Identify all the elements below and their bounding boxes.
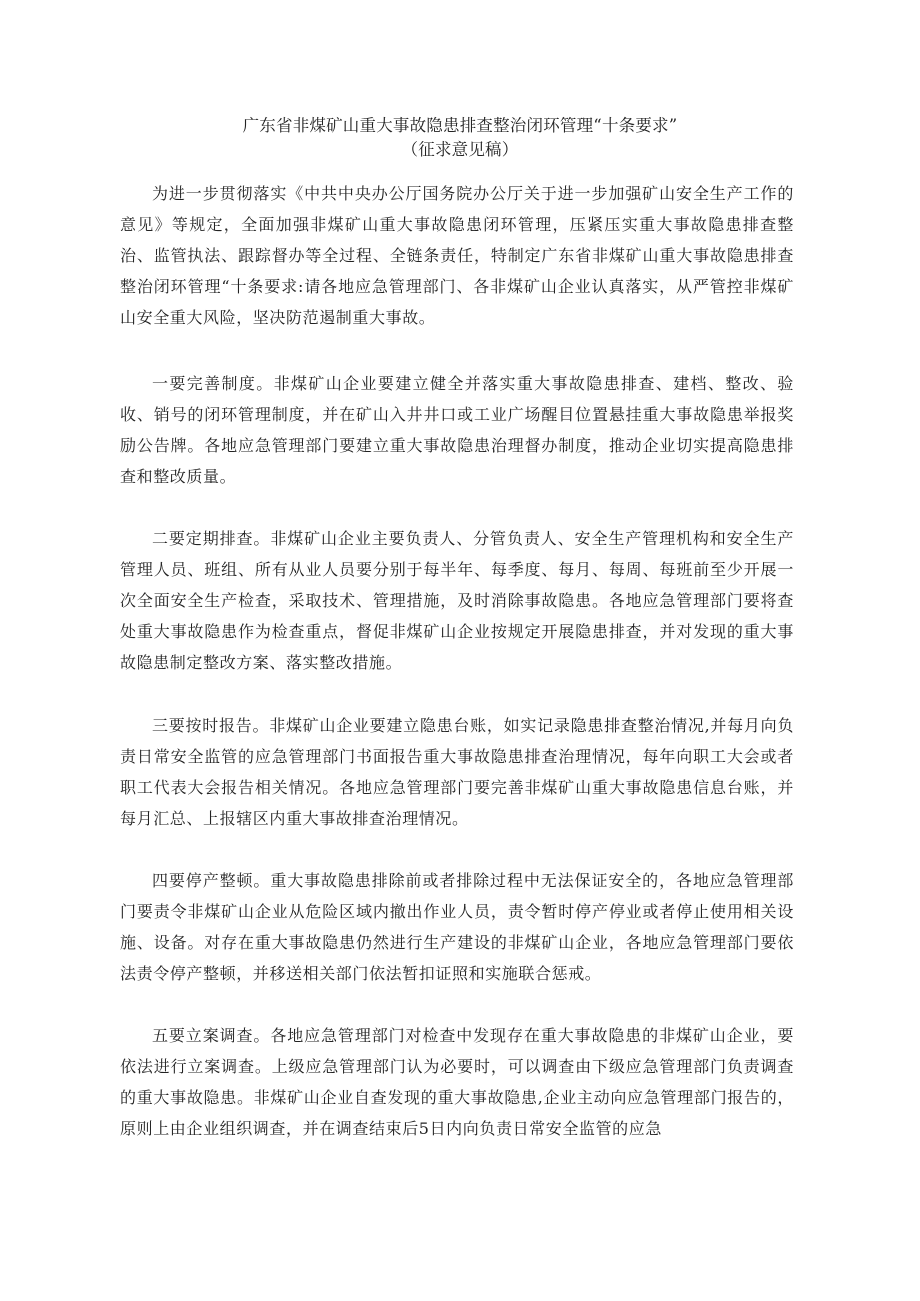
document-subtitle: （征求意见稿） xyxy=(401,140,519,159)
requirement-4-paragraph: 四要停产整顿。重大事故隐患排除前或者排除过程中无法保证安全的，各地应急管理部门要责令非煤矿山企业从危险区域内撤出作业人员，责令暂时停产停业或者停止使用相关设施、设备。对存在重大事故隐患仍然进行生产建设的非煤矿山企业，各地应急管理部门要依法责令停产整顿，并移送相关部门依法暂扣证照和实施联合惩戒。 xyxy=(120,871,794,983)
intro-paragraph: 为进一步贯彻落实《中共中央办公厅国务院办公厅关于进一步加强矿山安全生产工作的意见》等规定，全面加强非煤矿山重大事故隐患闭环管理，压紧压实重大事故隐患排查整治、监管执法、跟踪督办等全过程、全链条责任，特制定广东省非煤矿山重大事故隐患排查整治闭环管理“十条要求:请各地应急管理部门、各非煤矿山企业认真落实，从严管控非煤矿山安全重大风险，坚决防范遏制重大事故。 xyxy=(120,184,794,327)
requirement-3-paragraph: 三要按时报告。非煤矿山企业要建立隐患台账，如实记录隐患排查整治情况,并每月向负责日常安全监管的应急管理部门书面报告重大事故隐患排查治理情况，每年向职工大会或者职工代表大会报告相关情况。各地应急管理部门要完善非煤矿山重大事故隐患信息台账，并每月汇总、上报辖区内重大事故排查治理情况。 xyxy=(120,716,794,828)
requirement-1-paragraph: 一要完善制度。非煤矿山企业要建立健全并落实重大事故隐患排查、建档、整改、验收、销号的闭环管理制度，并在矿山入井井口或工业广场醒目位置悬挂重大事故隐患举报奖励公告牌。各地应急管理部门要建立重大事故隐患治理督办制度，推动企业切实提高隐患排查和整改质量。 xyxy=(120,374,794,486)
requirement-5-paragraph: 五要立案调查。各地应急管理部门对检查中发现存在重大事故隐患的非煤矿山企业，要依法进行立案调查。上级应急管理部门认为必要时，可以调查由下级应急管理部门负责调查的重大事故隐患。非煤矿山企业自查发现的重大事故隐患,企业主动向应急管理部门报告的，原则上由企业组织调查，并在调查结束后5日内向负责日常安全监管的应急 xyxy=(120,1026,794,1138)
document-title: 广东省非煤矿山重大事故隐患排查整治闭环管理“十条要求” xyxy=(242,116,678,135)
requirement-2-paragraph: 二要定期排查。非煤矿山企业主要负责人、分管负责人、安全生产管理机构和安全生产管理人员、班组、所有从业人员要分别于每半年、每季度、每月、每周、每班前至少开展一次全面安全生产检查，采取技术、管理措施，及时消除事故隐患。各地应急管理部门要将查处重大事故隐患作为检查重点，督促非煤矿山企业按规定开展隐患排查，并对发现的重大事故隐患制定整改方案、落实整改措施。 xyxy=(120,529,794,672)
